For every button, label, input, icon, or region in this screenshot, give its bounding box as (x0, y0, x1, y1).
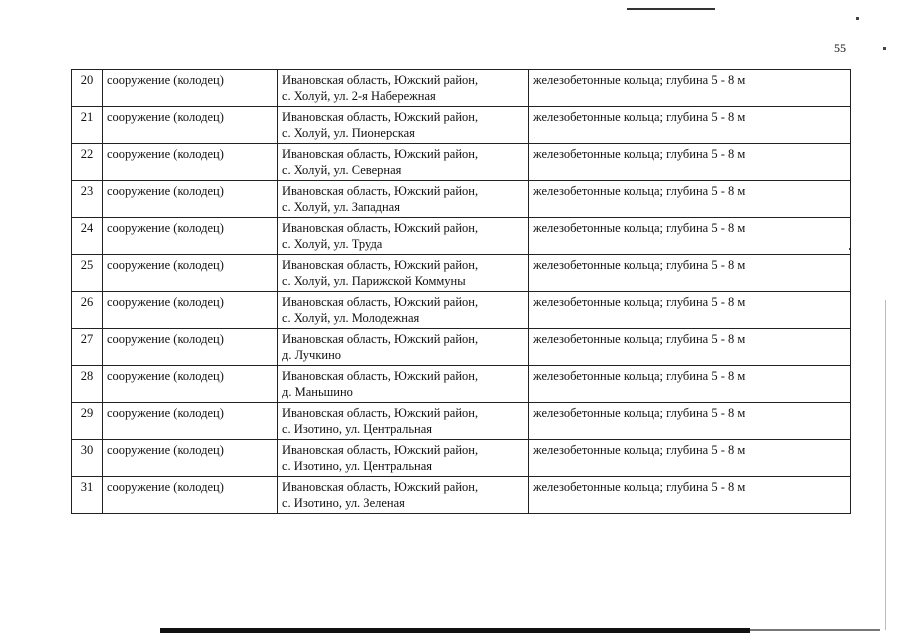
address-cell (278, 366, 529, 403)
description-cell (529, 366, 851, 403)
object-type-cell (103, 440, 278, 477)
description-cell (529, 107, 851, 144)
address-line: Ивановская область, Южский район, (282, 369, 479, 383)
description: железобетонные кольца; глубина 5 - 8 м (533, 221, 746, 235)
row-number: 25 (80, 258, 94, 272)
address-cell (278, 403, 529, 440)
description: железобетонные кольца; глубина 5 - 8 м (533, 480, 746, 494)
object-type: сооружение (колодец) (107, 221, 224, 235)
address-cell (278, 477, 529, 514)
address-cell (278, 440, 529, 477)
object-type-cell (103, 218, 278, 255)
row-number: 26 (80, 295, 94, 309)
description-cell (529, 218, 851, 255)
object-type-cell (103, 107, 278, 144)
table-row (72, 440, 851, 477)
row-number-cell (72, 144, 103, 181)
row-number: 29 (80, 406, 94, 420)
description-cell (529, 255, 851, 292)
address-cell (278, 144, 529, 181)
address-line: д. Лучкино (282, 348, 342, 362)
scan-fold-line (885, 300, 886, 630)
object-type: сооружение (колодец) (107, 295, 224, 309)
table-row (72, 218, 851, 255)
address-line: с. Холуй, ул. Парижской Коммуны (282, 274, 466, 288)
row-number-cell (72, 292, 103, 329)
row-number: 30 (80, 443, 94, 457)
header-rule (627, 8, 715, 10)
object-type: сооружение (колодец) (107, 369, 224, 383)
object-type-cell (103, 329, 278, 366)
object-type-cell (103, 403, 278, 440)
object-type-cell (103, 292, 278, 329)
address-line: с. Изотино, ул. Зеленая (282, 496, 405, 510)
description: железобетонные кольца; глубина 5 - 8 м (533, 73, 746, 87)
page-number: 55 (834, 41, 846, 55)
address-line: Ивановская область, Южский район, (282, 480, 479, 494)
address-cell (278, 255, 529, 292)
row-number-cell (72, 218, 103, 255)
description-cell (529, 70, 851, 107)
address-line: с. Холуй, ул. Северная (282, 163, 402, 177)
address-cell (278, 107, 529, 144)
object-type: сооружение (колодец) (107, 443, 224, 457)
table-row (72, 181, 851, 218)
row-number: 21 (80, 110, 94, 124)
address-line: Ивановская область, Южский район, (282, 184, 479, 198)
row-number: 27 (80, 332, 94, 346)
object-type: сооружение (колодец) (107, 332, 224, 346)
description-cell (529, 144, 851, 181)
description-cell (529, 292, 851, 329)
description: железобетонные кольца; глубина 5 - 8 м (533, 258, 746, 272)
row-number: 22 (80, 147, 94, 161)
description: железобетонные кольца; глубина 5 - 8 м (533, 184, 746, 198)
object-type-cell (103, 255, 278, 292)
table-row (72, 70, 851, 107)
address-cell (278, 181, 529, 218)
object-type: сооружение (колодец) (107, 406, 224, 420)
description: железобетонные кольца; глубина 5 - 8 м (533, 110, 746, 124)
object-type-cell (103, 477, 278, 514)
address-line: с. Холуй, ул. 2-я Набережная (282, 89, 436, 103)
address-line: Ивановская область, Южский район, (282, 110, 479, 124)
address-line: Ивановская область, Южский район, (282, 406, 479, 420)
table-row (72, 144, 851, 181)
scan-speck (883, 47, 886, 50)
object-type-cell (103, 70, 278, 107)
description: железобетонные кольца; глубина 5 - 8 м (533, 147, 746, 161)
description-cell (529, 403, 851, 440)
row-number-cell (72, 107, 103, 144)
object-type-cell (103, 181, 278, 218)
description-cell (529, 440, 851, 477)
object-type: сооружение (колодец) (107, 110, 224, 124)
scan-speck (856, 17, 859, 20)
description: железобетонные кольца; глубина 5 - 8 м (533, 295, 746, 309)
description: железобетонные кольца; глубина 5 - 8 м (533, 406, 746, 420)
description-cell (529, 329, 851, 366)
address-line: с. Холуй, ул. Труда (282, 237, 383, 251)
row-number-cell (72, 255, 103, 292)
address-line: с. Холуй, ул. Пионерская (282, 126, 415, 140)
row-number-cell (72, 440, 103, 477)
table-row (72, 292, 851, 329)
address-line: Ивановская область, Южский район, (282, 443, 479, 457)
address-line: Ивановская область, Южский район, (282, 221, 479, 235)
row-number-cell (72, 366, 103, 403)
table-row (72, 329, 851, 366)
table-row (72, 107, 851, 144)
address-line: Ивановская область, Южский район, (282, 73, 479, 87)
address-line: с. Изотино, ул. Центральная (282, 422, 433, 436)
row-number: 28 (80, 369, 94, 383)
object-type-cell (103, 366, 278, 403)
table-row (72, 477, 851, 514)
address-line: с. Холуй, ул. Западная (282, 200, 400, 214)
address-cell (278, 70, 529, 107)
scan-edge-bar (160, 628, 750, 633)
description-cell (529, 181, 851, 218)
address-line: д. Маньшино (282, 385, 353, 399)
address-line: Ивановская область, Южский район, (282, 147, 479, 161)
address-line: Ивановская область, Южский район, (282, 332, 479, 346)
row-number-cell (72, 329, 103, 366)
row-number: 23 (80, 184, 94, 198)
description: железобетонные кольца; глубина 5 - 8 м (533, 332, 746, 346)
table-row (72, 255, 851, 292)
row-number-cell (72, 70, 103, 107)
description: железобетонные кольца; глубина 5 - 8 м (533, 369, 746, 383)
description: железобетонные кольца; глубина 5 - 8 м (533, 443, 746, 457)
address-cell (278, 218, 529, 255)
address-cell (278, 292, 529, 329)
table-row (72, 366, 851, 403)
object-type: сооружение (колодец) (107, 147, 224, 161)
row-number: 20 (80, 73, 94, 87)
object-type: сооружение (колодец) (107, 184, 224, 198)
object-type-cell (103, 144, 278, 181)
row-number: 24 (80, 221, 94, 235)
row-number-cell (72, 477, 103, 514)
row-number-cell (72, 403, 103, 440)
row-number: 31 (80, 480, 94, 494)
address-cell (278, 329, 529, 366)
wells-registry-table (71, 69, 851, 514)
object-type: сооружение (колодец) (107, 73, 224, 87)
object-type: сооружение (колодец) (107, 480, 224, 494)
address-line: Ивановская область, Южский район, (282, 258, 479, 272)
description-cell (529, 477, 851, 514)
address-line: с. Холуй, ул. Молодежная (282, 311, 420, 325)
row-number-cell (72, 181, 103, 218)
table-row (72, 403, 851, 440)
address-line: Ивановская область, Южский район, (282, 295, 479, 309)
scan-edge-line (750, 629, 880, 631)
address-line: с. Изотино, ул. Центральная (282, 459, 433, 473)
object-type: сооружение (колодец) (107, 258, 224, 272)
